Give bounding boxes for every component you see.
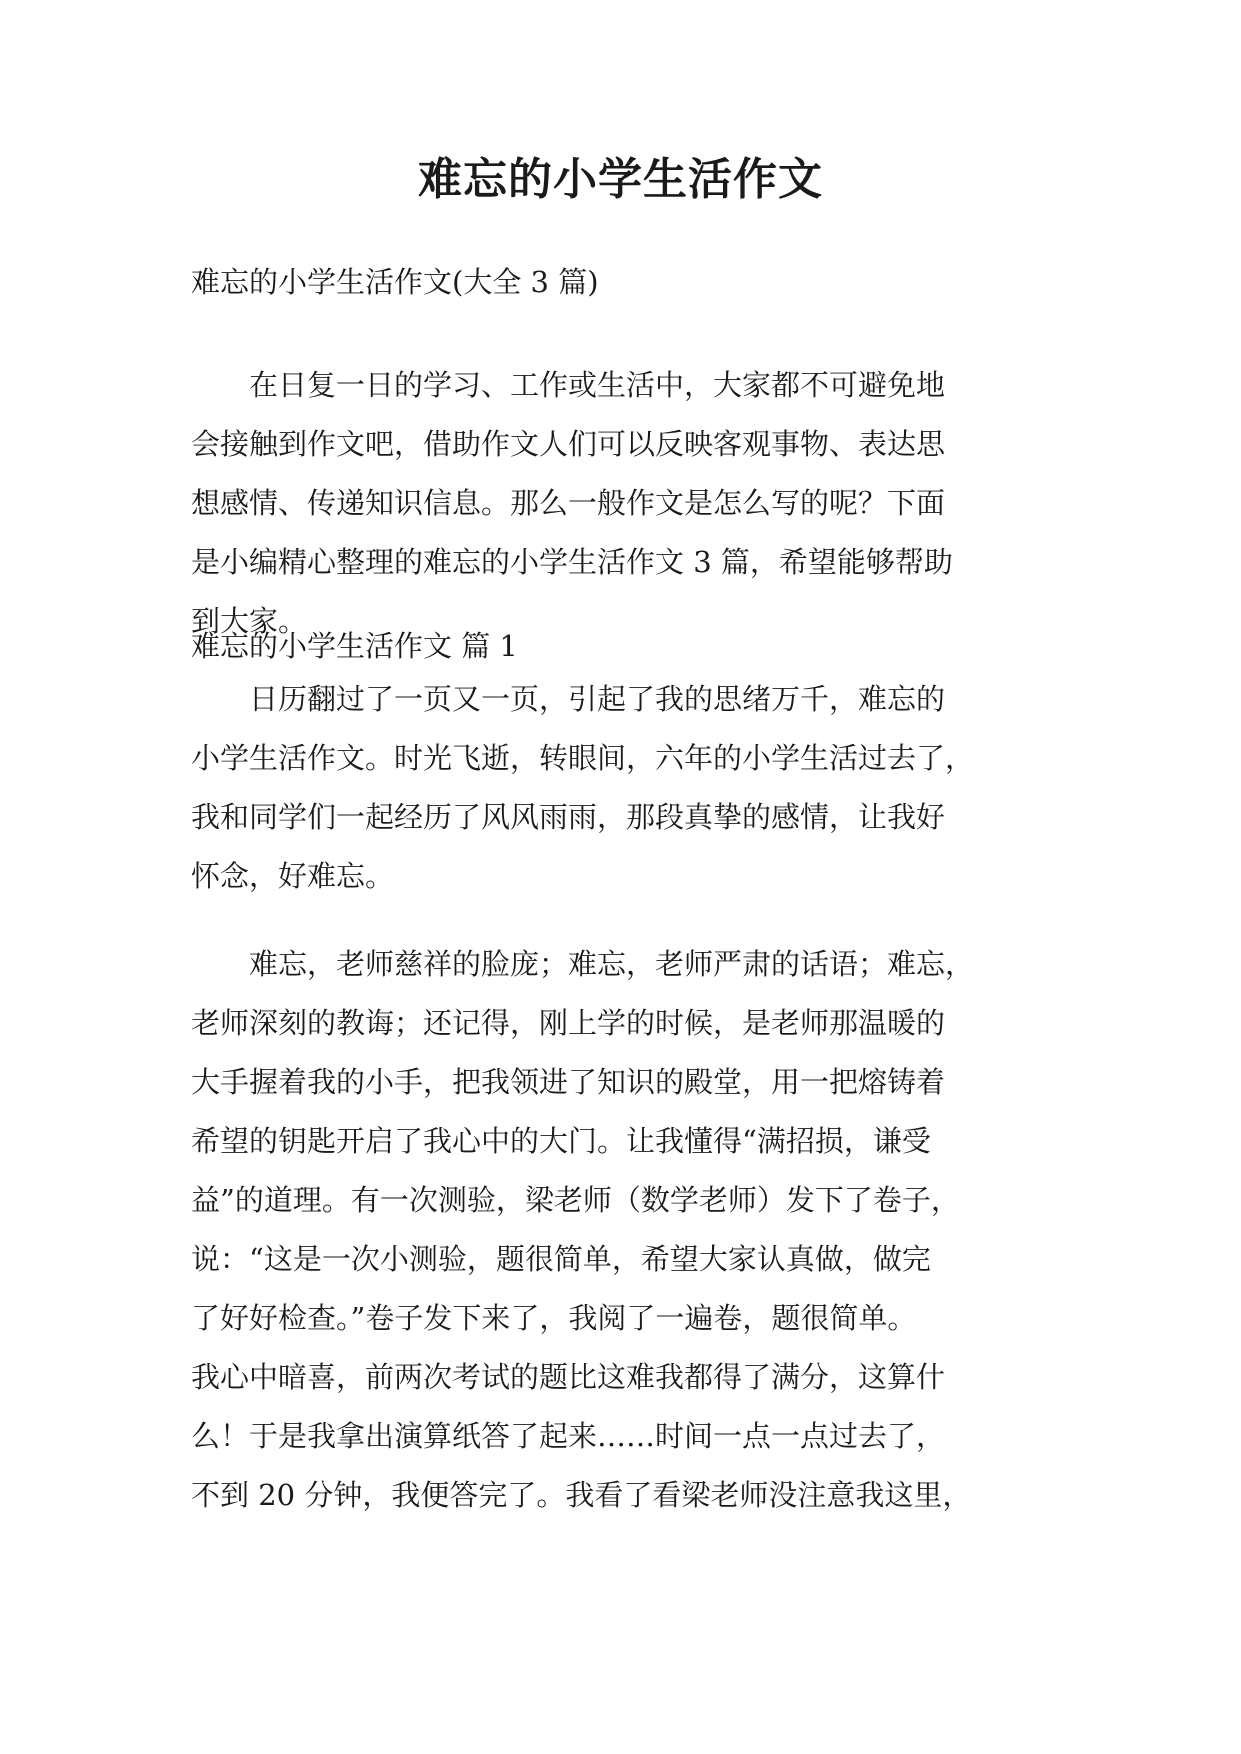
intro-line: 会接触到作文吧，借助作文人们可以反映客观事物、表达思 xyxy=(191,427,946,461)
paragraph-line: 难忘，老师慈祥的脸庞；难忘，老师严肃的话语；难忘， xyxy=(191,947,975,981)
paragraph-line: 老师深刻的教诲；还记得，刚上学的时候，是老师那温暖的 xyxy=(191,1006,946,1040)
document-subtitle: 难忘的小学生活作文(大全 3 篇) xyxy=(191,265,599,299)
intro-paragraph xyxy=(191,356,1051,651)
document-title: 难忘的小学生活作文 xyxy=(418,154,823,205)
paragraph-line: 不到 20 分钟，我便答完了。我看了看梁老师没注意我这里， xyxy=(191,1478,972,1512)
intro-line: 到大家。 xyxy=(191,604,308,638)
paragraph-line: 了好好检查。”卷子发下来了，我阅了一遍卷，题很简单。 xyxy=(191,1301,917,1335)
paragraph-line: 我心中暗喜，前两次考试的题比这难我都得了满分，这算什 xyxy=(191,1360,946,1394)
paragraph-line: 我和同学们一起经历了风风雨雨，那段真挚的感情，让我好 xyxy=(191,800,946,834)
paragraph-line: 说：“这是一次小测验，题很简单，希望大家认真做，做完 xyxy=(191,1242,931,1276)
paragraph-line: 么！于是我拿出演算纸答了起来……时间一点一点过去了， xyxy=(191,1419,946,1453)
paragraph-2 xyxy=(191,935,1051,1525)
paragraph-line: 怀念，好难忘。 xyxy=(191,859,395,893)
paragraph-line: 益”的道理。有一次测验，梁老师（数学老师）发下了卷子， xyxy=(191,1183,960,1217)
section-heading: 难忘的小学生活作文 篇 1 xyxy=(191,629,518,663)
intro-line: 是小编精心整理的难忘的小学生活作文 3 篇，希望能够帮助 xyxy=(191,545,953,579)
paragraph-1 xyxy=(191,670,1051,906)
intro-line: 想感情、传递知识信息。那么一般作文是怎么写的呢？下面 xyxy=(191,486,946,520)
paragraph-line: 小学生活作文。时光飞逝，转眼间，六年的小学生活过去了， xyxy=(191,741,975,775)
paragraph-line: 大手握着我的小手，把我领进了知识的殿堂，用一把熔铸着 xyxy=(191,1065,946,1099)
paragraph-line: 日历翻过了一页又一页，引起了我的思绪万千，难忘的 xyxy=(191,682,946,716)
paragraph-line: 希望的钥匙开启了我心中的大门。让我懂得“满招损，谦受 xyxy=(191,1124,931,1158)
intro-line: 在日复一日的学习、工作或生活中，大家都不可避免地 xyxy=(191,368,946,402)
